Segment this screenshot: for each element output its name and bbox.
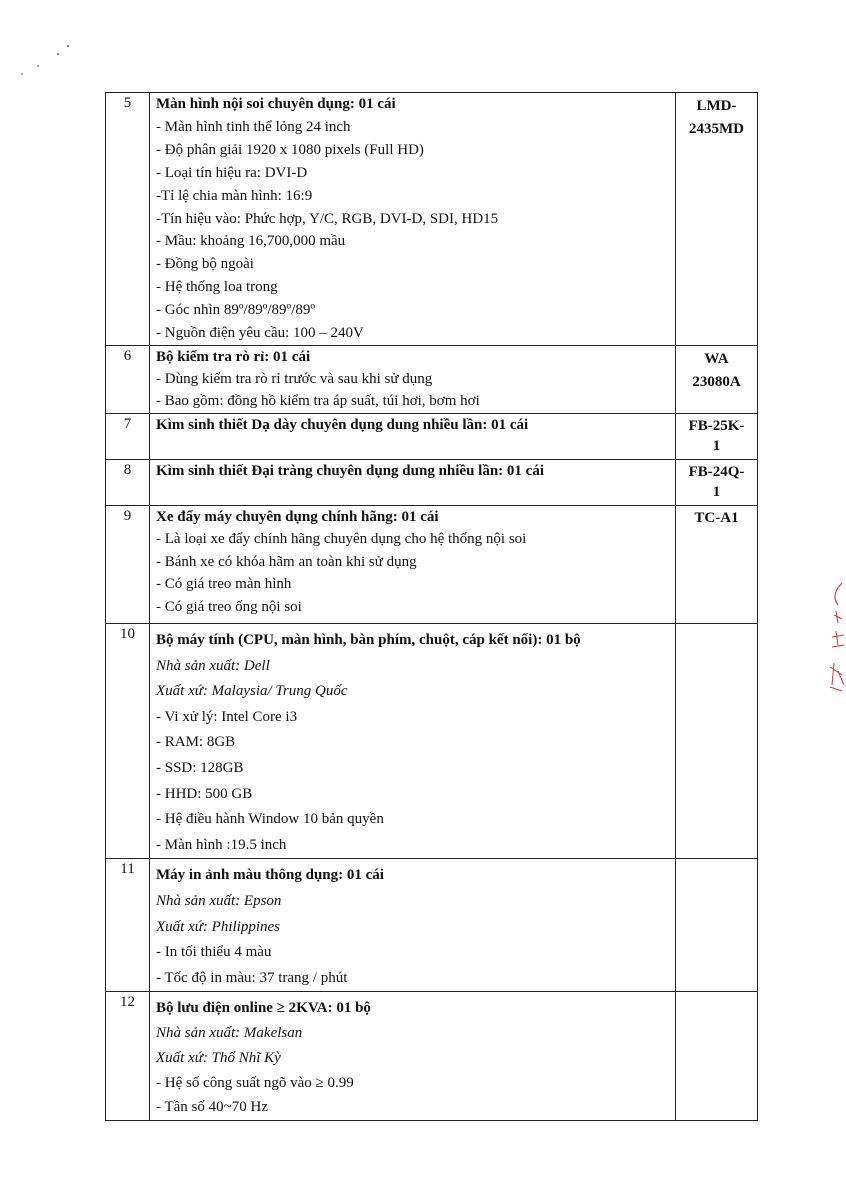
spec-line: - Dùng kiểm tra rò rỉ trước và sau khi sử dụng (156, 370, 433, 387)
model-code-line: 2435MD (689, 121, 744, 137)
spec-line: - Đồng bộ ngoài (156, 256, 254, 273)
table-row (106, 992, 758, 1121)
table-row (106, 345, 758, 413)
spec-line: - Bánh xe có khóa hãm an toàn khi sử dụng (156, 553, 417, 570)
model-code-line: FB-24Q- (688, 463, 745, 480)
spec-line: - Có giá treo màn hình (156, 576, 292, 593)
item-description (150, 505, 676, 623)
spec-line: - Là loại xe đẩy chính hãng chuyên dụng cho hệ thống nội soi (156, 531, 527, 548)
model-code-line: WA (704, 350, 729, 367)
margin-stamp-mark (812, 575, 846, 705)
scan-specks (20, 40, 80, 80)
table-row (106, 623, 758, 858)
model-code (676, 623, 758, 858)
model-code (676, 345, 758, 413)
item-description (150, 345, 676, 413)
row-number: 6 (106, 345, 150, 413)
spec-line: - Tốc độ in màu: 37 trang / phút (156, 969, 348, 986)
item-title: Bộ kiểm tra rò rỉ: 01 cái (156, 348, 311, 365)
item-description (150, 93, 676, 346)
model-code-line: TC-A1 (694, 509, 739, 526)
model-code-line: LMD- (696, 98, 737, 114)
row-number: 9 (106, 505, 150, 623)
spec-line: - Nguồn điện yêu cầu: 100 – 240V (156, 325, 364, 342)
origin: Xuất xứ: Thổ Nhĩ Kỳ (156, 1049, 281, 1066)
spec-line: - Có giá treo ống nội soi (156, 598, 302, 615)
model-code (676, 992, 758, 1121)
model-code (676, 413, 758, 459)
spec-line: - Hệ thống loa trong (156, 279, 278, 296)
item-description (150, 459, 676, 505)
spec-line: - Góc nhìn 89º/89º/89º/89º (156, 302, 316, 319)
item-title: Màn hình nội soi chuyên dụng: 01 cái (156, 96, 396, 112)
item-description (150, 859, 676, 992)
spec-line: - Tần số 40~70 Hz (156, 1099, 268, 1116)
table-row (106, 505, 758, 623)
manufacturer: Nhà sản xuất: Makelsan (156, 1025, 303, 1042)
model-code-line: 1 (712, 437, 721, 454)
spec-line: - Độ phân giải 1920 x 1080 pixels (Full HD) (156, 141, 424, 158)
item-description (150, 992, 676, 1121)
item-title: Bộ máy tính (CPU, màn hình, bàn phím, chuột, cáp kết nối): 01 bộ (156, 631, 581, 648)
spec-line: - Loại tín hiệu ra: DVI-D (156, 164, 308, 181)
spec-line: - Mầu: khoảng 16,700,000 mầu (156, 233, 346, 250)
origin: Xuất xứ: Malaysia/ Trung Quốc (156, 683, 348, 700)
item-description (150, 413, 676, 459)
row-number: 7 (106, 413, 150, 459)
item-title: Bộ lưu điện online ≥ 2KVA: 01 bộ (156, 1000, 371, 1017)
spec-line: - Vi xử lý: Intel Core i3 (156, 708, 298, 725)
spec-line: - Bao gồm: đồng hồ kiểm tra áp suất, túi hơi, bơm hơi (156, 392, 480, 409)
item-title: Máy in ảnh màu thông dụng: 01 cái (156, 867, 384, 884)
spec-line: -Tín hiệu vào: Phức hợp, Y/C, RGB, DVI-D, SDI, HD15 (156, 210, 499, 227)
item-description (150, 623, 676, 858)
table-row (106, 459, 758, 505)
spec-line: - Hệ điều hành Window 10 bản quyền (156, 811, 384, 828)
spec-line: - HHD: 500 GB (156, 785, 253, 802)
model-code (676, 859, 758, 992)
model-code (676, 505, 758, 623)
row-number: 11 (106, 859, 150, 992)
equipment-spec-table (105, 92, 758, 1121)
spec-line: - SSD: 128GB (156, 759, 244, 776)
model-code-line: 23080A (692, 373, 741, 390)
spec-line: - In tối thiểu 4 màu (156, 944, 272, 961)
spec-line: - Hệ số công suất ngõ vào ≥ 0.99 (156, 1074, 354, 1091)
table-row (106, 859, 758, 992)
model-code (676, 459, 758, 505)
manufacturer: Nhà sản xuất: Dell (156, 657, 270, 674)
row-number: 10 (106, 623, 150, 858)
item-title: Xe đẩy máy chuyên dụng chính hãng: 01 cái (156, 508, 439, 525)
model-code-line: 1 (712, 483, 721, 500)
spec-line: - RAM: 8GB (156, 734, 236, 751)
spec-line: -Tỉ lệ chia màn hình: 16:9 (156, 187, 313, 204)
row-number: 5 (106, 93, 150, 346)
item-title: Kìm sinh thiết Dạ dày chuyên dụng dung nhiều lần: 01 cái (156, 416, 529, 433)
table-row (106, 413, 758, 459)
table-row (106, 93, 758, 346)
spec-line: - Màn hình :19.5 inch (156, 836, 287, 853)
origin: Xuất xứ: Philippines (156, 918, 280, 935)
item-title: Kìm sinh thiết Đại tràng chuyên dụng dung nhiều lần: 01 cái (156, 462, 545, 479)
row-number: 12 (106, 992, 150, 1121)
spec-line: - Màn hình tinh thể lỏng 24 inch (156, 118, 351, 135)
model-code (676, 93, 758, 346)
model-code-line: FB-25K- (688, 417, 745, 434)
manufacturer: Nhà sản xuất: Epson (156, 892, 282, 909)
row-number: 8 (106, 459, 150, 505)
